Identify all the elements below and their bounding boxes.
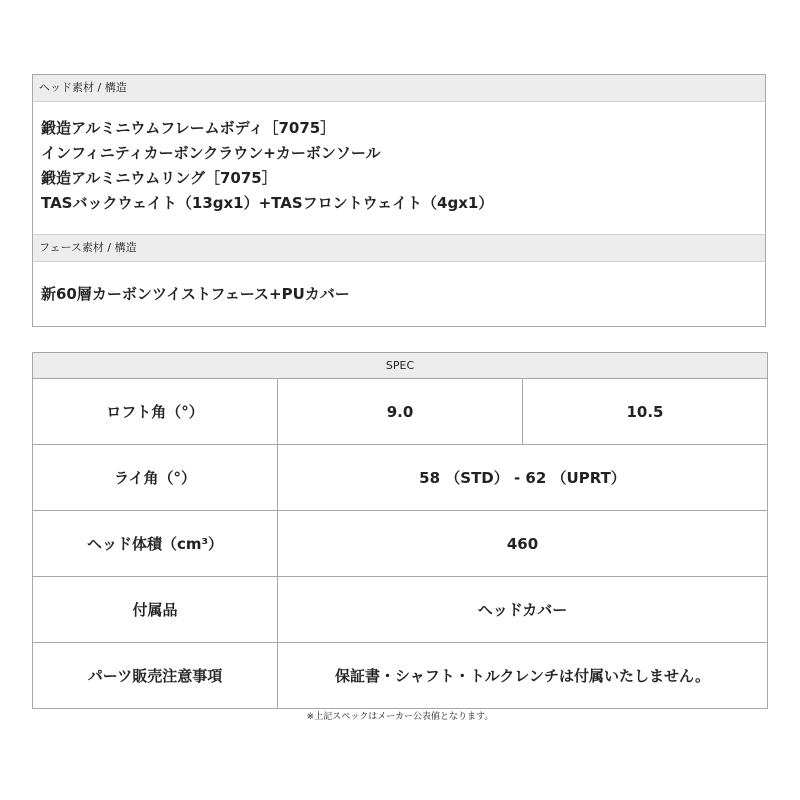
head-material-line: TASバックウェイト（13gx1）+TASフロントウェイト（4gx1） <box>41 194 494 212</box>
footnote: ※上記スペックはメーカー公表値となります。 <box>306 712 494 722</box>
face-material-body <box>33 262 765 326</box>
spec-table <box>32 352 768 709</box>
materials-table <box>32 74 766 327</box>
spec-label-volume: ヘッド体積（cm³） <box>33 511 278 577</box>
head-material-line: 鍛造アルミニウムリング［7075］ <box>41 169 277 187</box>
spec-title: SPEC <box>33 353 768 379</box>
head-material-line: 鍛造アルミニウムフレームボディ［7075］ <box>41 119 336 137</box>
spec-label-lie: ライ角（°） <box>33 445 278 511</box>
spec-label-accessories: 付属品 <box>33 577 278 643</box>
spec-row-notes <box>33 643 768 709</box>
spec-value-accessories: ヘッドカバー <box>278 577 768 643</box>
face-material-header: フェース素材 / 構造 <box>33 234 765 262</box>
spec-row-accessories <box>33 577 768 643</box>
spec-label-loft: ロフト角（°） <box>33 379 278 445</box>
spec-value-notes: 保証書・シャフト・トルクレンチは付属いたしません。 <box>278 643 768 709</box>
head-material-body <box>33 102 765 234</box>
spec-value-lie: 58 （STD） - 62 （UPRT） <box>278 445 768 511</box>
spec-row-loft <box>33 379 768 445</box>
spec-row-lie <box>33 445 768 511</box>
spec-value-volume: 460 <box>278 511 768 577</box>
face-material-line: 新60層カーボンツイストフェース+PUカバー <box>41 285 350 303</box>
spec-value-loft-2: 10.5 <box>523 379 768 445</box>
spec-row-volume <box>33 511 768 577</box>
spec-value-loft-1: 9.0 <box>278 379 523 445</box>
head-material-header: ヘッド素材 / 構造 <box>33 75 765 102</box>
spec-label-notes: パーツ販売注意事項 <box>33 643 278 709</box>
spec-header-row <box>33 353 768 379</box>
head-material-line: インフィニティカーボンクラウン+カーボンソール <box>41 144 381 162</box>
